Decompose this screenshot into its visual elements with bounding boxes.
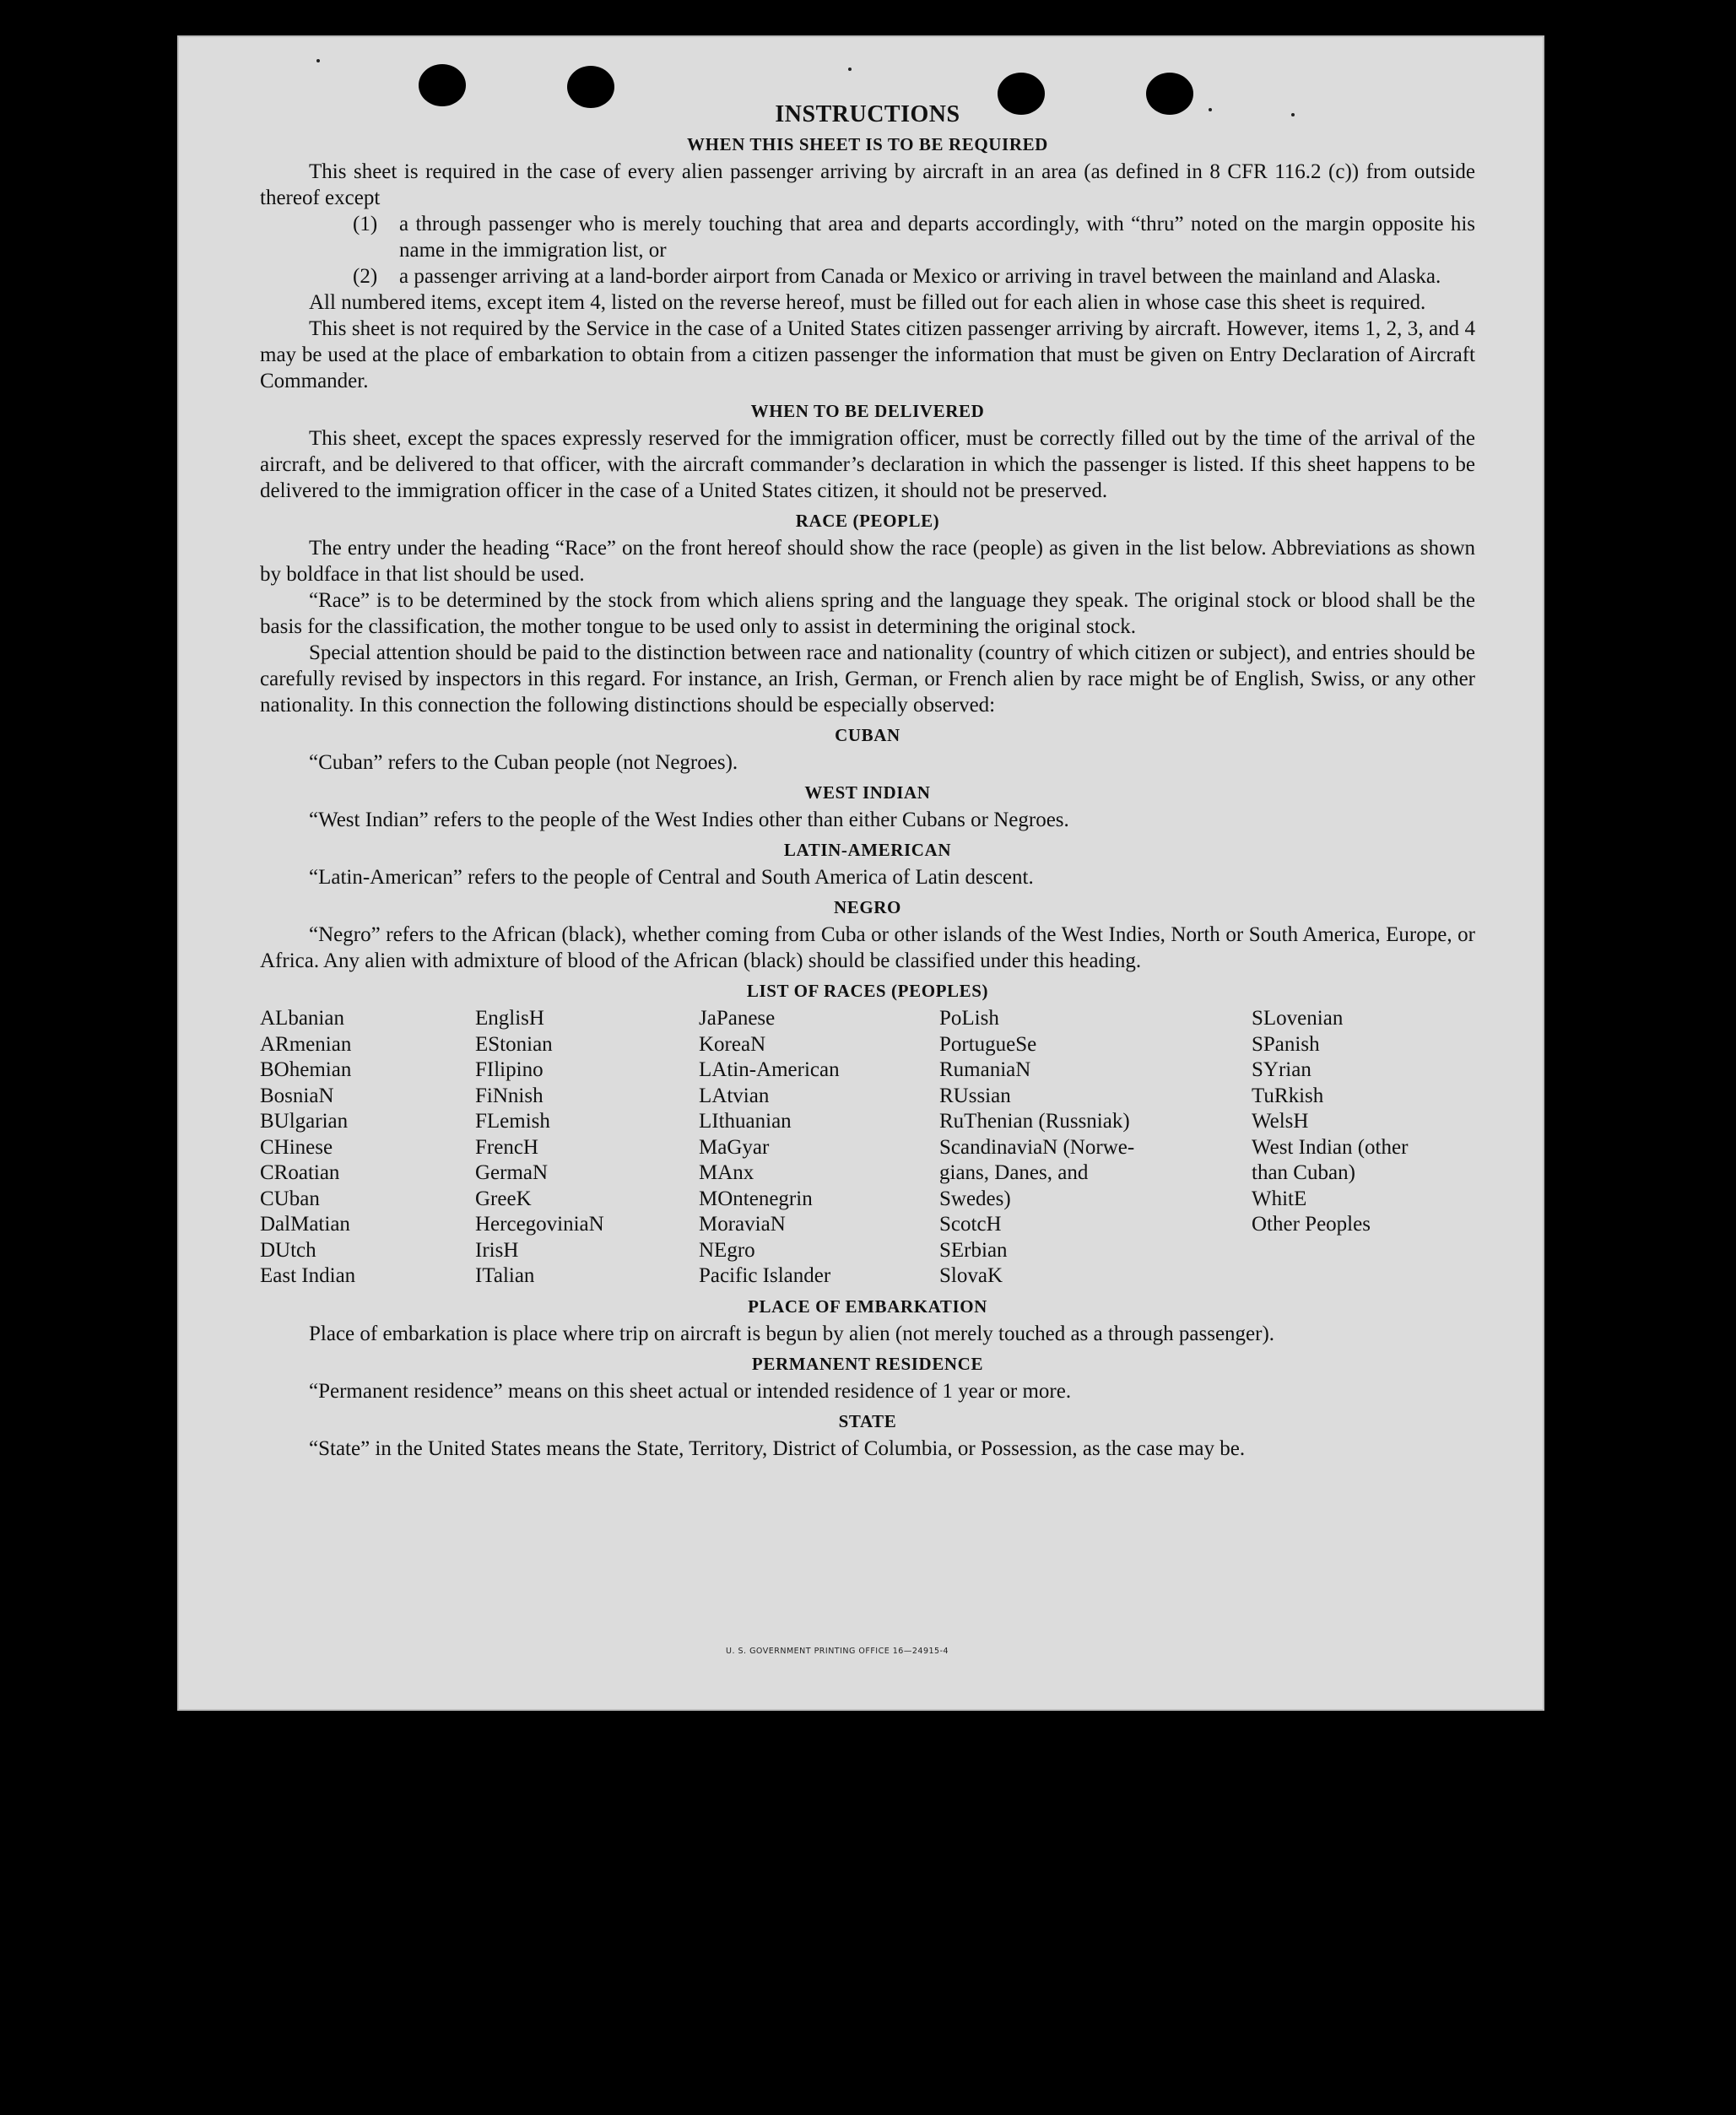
race-column: [939, 1006, 1252, 1290]
numbered-item: [353, 263, 1475, 289]
race-entry: MaGyar: [699, 1135, 770, 1159]
paper-speck: [848, 68, 852, 71]
paragraph: This sheet, except the spaces expressly reserved for the immigration officer, must be correctly filled out by the time of the arrival of the aircraft, and be delivered to that officer, with the aircraft commander’s declaration in which the passenger is listed. If this sheet happens to be delivered to the immigration officer in the case of a United States citizen, it should not be preserved.: [260, 427, 1475, 502]
paragraph: The entry under the heading “Race” on the front hereof should show the race (people) as given in the list below. Abbreviations as shown by boldface in that list should be used.: [260, 537, 1475, 586]
item-number: (2): [353, 265, 378, 288]
race-entry: LAtvian: [699, 1084, 770, 1107]
instructions-body: [260, 101, 1475, 1462]
paragraph: “Race” is to be determined by the stock from which aliens spring and the language they speak. The original stock or blood shall be the basis for the classification, the mother tongue to be used only to assist in determining the original stock.: [260, 589, 1475, 638]
race-column: [260, 1006, 475, 1290]
race-entry: SPanish: [1252, 1032, 1320, 1056]
paragraph: “Permanent residence” means on this sheet actual or intended residence of 1 year or more.: [309, 1379, 1072, 1403]
section-heading-list-of-races: LIST OF RACES (PEOPLES): [746, 981, 989, 1001]
paragraph: This sheet is required in the case of every alien passenger arriving by aircraft in an area (as defined in 8 CFR 116.2 (c)) from outside thereof except: [260, 160, 1475, 209]
race-column: [475, 1006, 699, 1290]
race-list: [260, 1006, 1475, 1290]
race-entry: TuRkish: [1252, 1084, 1324, 1107]
race-entry: PoLish: [939, 1007, 999, 1030]
race-entry: than Cuban): [1252, 1161, 1355, 1184]
race-entry: JaPanese: [699, 1007, 776, 1030]
race-entry: DUtch: [260, 1238, 316, 1262]
section-heading-negro: NEGRO: [833, 897, 901, 917]
race-entry: MoraviaN: [699, 1213, 786, 1236]
race-entry: East Indian: [260, 1264, 356, 1287]
punch-hole: [419, 64, 466, 106]
race-entry: WelsH: [1252, 1110, 1309, 1133]
race-entry: ALbanian: [260, 1007, 344, 1030]
race-entry: FLemish: [475, 1110, 550, 1133]
section-heading-embarkation: PLACE OF EMBARKATION: [748, 1296, 987, 1317]
race-entry: SlovaK: [939, 1264, 1003, 1287]
race-entry: NEgro: [699, 1238, 755, 1262]
race-entry: MAnx: [699, 1161, 754, 1184]
paragraph: “Cuban” refers to the Cuban people (not Negroes).: [309, 751, 738, 774]
paragraph: Special attention should be paid to the distinction between race and nationality (country of which citizen or subject), and entries should be carefully revised by inspectors in this regard. For instance, an Irish, German, or French alien by race might be of English, Swiss, or any other nationality. In this connection the following distinctions should be especially observed:: [260, 641, 1475, 717]
paragraph: All numbered items, except item 4, listed on the reverse hereof, must be filled out for each alien in whose case this sheet is required.: [309, 291, 1426, 314]
race-entry: RUssian: [939, 1084, 1011, 1107]
race-entry: SYrian: [1252, 1058, 1311, 1081]
race-entry: Pacific Islander: [699, 1264, 831, 1287]
race-entry: GreeK: [475, 1187, 532, 1210]
race-entry: FiNnish: [475, 1084, 544, 1107]
race-entry: CUban: [260, 1187, 320, 1210]
race-entry: MOntenegrin: [699, 1187, 813, 1210]
numbered-item: [353, 211, 1475, 263]
section-heading-cuban: CUBAN: [835, 725, 900, 745]
race-entry: ARmenian: [260, 1032, 352, 1056]
race-entry: WhitE: [1252, 1187, 1307, 1210]
race-entry: ScotcH: [939, 1213, 1002, 1236]
race-entry: gians, Danes, and: [939, 1161, 1089, 1184]
section-heading-required: WHEN THIS SHEET IS TO BE REQUIRED: [687, 134, 1048, 154]
item-text: a through passenger who is merely touching that area and departs accordingly, with “thru” noted on the margin opposite his name in the immigration list, or: [399, 213, 1475, 262]
race-entry: RumaniaN: [939, 1058, 1031, 1081]
paragraph: “West Indian” refers to the people of the West Indies other than either Cubans or Negroes.: [309, 809, 1069, 831]
race-entry: CHinese: [260, 1135, 333, 1159]
race-entry: FrencH: [475, 1135, 538, 1159]
race-entry: Swedes): [939, 1187, 1011, 1210]
printer-imprint: U. S. GOVERNMENT PRINTING OFFICE 16—24915-4: [726, 1647, 949, 1656]
race-entry: SLovenian: [1252, 1007, 1344, 1030]
race-entry: ITalian: [475, 1264, 535, 1287]
race-entry: RuThenian (Russniak): [939, 1110, 1130, 1133]
paragraph: “State” in the United States means the State, Territory, District of Columbia, or Possession, as the case may be.: [309, 1436, 1246, 1460]
race-entry: PortugueSe: [939, 1032, 1037, 1056]
race-entry: BosniaN: [260, 1084, 334, 1107]
paper-speck: [316, 59, 320, 62]
race-entry: HercegoviniaN: [475, 1213, 604, 1236]
race-entry: GermaN: [475, 1161, 549, 1184]
race-entry: LIthuanian: [699, 1110, 792, 1133]
race-entry: KoreaN: [699, 1032, 766, 1056]
paragraph: This sheet is not required by the Service in the case of a United States citizen passenger arriving by aircraft. However, items 1, 2, 3, and 4 may be used at the place of embarkation to obtain from a citizen passenger the information that must be given on Entry Declaration of Aircraft Commander.: [260, 317, 1475, 392]
race-entry: Other Peoples: [1252, 1213, 1371, 1236]
race-entry: ScandinaviaN (Norwe-: [939, 1135, 1135, 1159]
race-entry: EStonian: [475, 1032, 553, 1056]
document-sheet: [177, 35, 1544, 1711]
race-entry: West Indian (other: [1252, 1135, 1409, 1159]
section-heading-residence: PERMANENT RESIDENCE: [751, 1353, 984, 1374]
race-entry: BOhemian: [260, 1058, 352, 1081]
race-entry: EnglisH: [475, 1007, 544, 1030]
item-text: a passenger arriving at a land-border airport from Canada or Mexico or arriving in travel between the mainland and Alaska.: [399, 265, 1441, 288]
section-heading-west-indian: WEST INDIAN: [804, 782, 931, 803]
item-number: (1): [353, 213, 378, 235]
section-heading-delivered: WHEN TO BE DELIVERED: [750, 401, 985, 421]
race-entry: FIlipino: [475, 1058, 544, 1081]
race-entry: IrisH: [475, 1238, 519, 1262]
race-entry: BUlgarian: [260, 1110, 349, 1133]
race-entry: DalMatian: [260, 1213, 350, 1236]
paragraph: “Latin-American” refers to the people of Central and South America of Latin descent.: [309, 866, 1034, 889]
race-entry: CRoatian: [260, 1161, 340, 1184]
race-entry: LAtin-American: [699, 1058, 840, 1081]
section-heading-state: STATE: [838, 1410, 897, 1431]
race-column: [1252, 1006, 1471, 1290]
paragraph: “Negro” refers to the African (black), whether coming from Cuba or other islands of the West Indies, North or South America, Europe, or Africa. Any alien with admixture of blood of the African (black) should be classified under this heading.: [260, 923, 1475, 972]
section-heading-latin-american: LATIN-AMERICAN: [783, 840, 952, 860]
race-column: [699, 1006, 939, 1290]
section-heading-race: RACE (PEOPLE): [795, 511, 940, 531]
race-entry: SErbian: [939, 1238, 1008, 1262]
paragraph: Place of embarkation is place where trip on aircraft is begun by alien (not merely touched as a through passenger).: [309, 1322, 1275, 1345]
page-title: INSTRUCTIONS: [775, 101, 960, 127]
